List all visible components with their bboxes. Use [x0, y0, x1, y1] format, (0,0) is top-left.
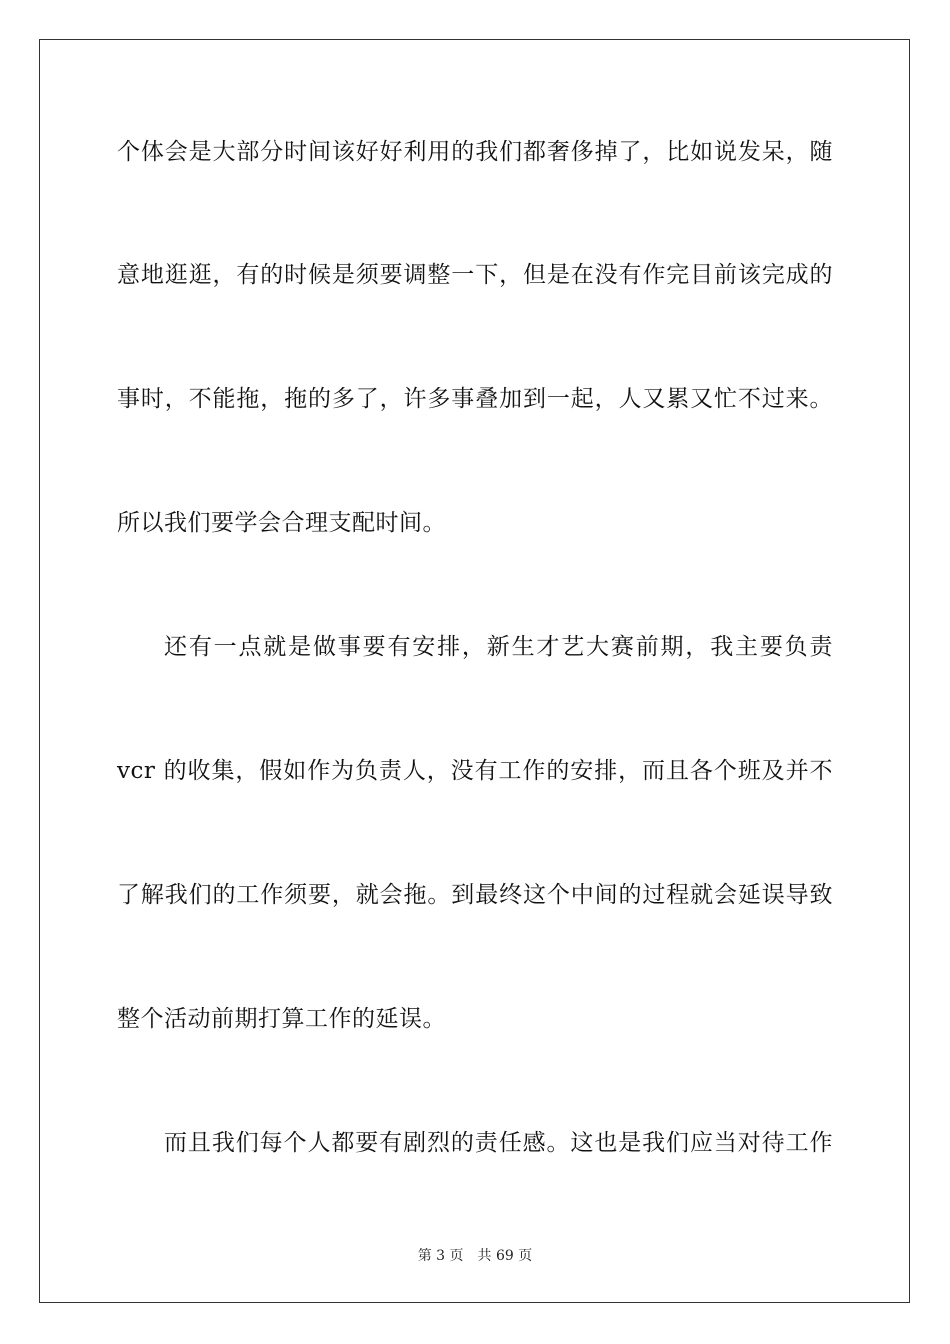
- page-number: 第 3 页: [417, 1248, 464, 1264]
- text-line-2: 意地逛逛，有的时候是须要调整一下，但是在没有作完目前该完成的: [117, 262, 833, 288]
- text-line-3: 事时，不能拖，拖的多了，许多事叠加到一起，人又累又忙不过来。: [117, 386, 833, 412]
- page-border: [39, 39, 910, 1303]
- text-line-1: 个体会是大部分时间该好好利用的我们都奢侈掉了，比如说发呆，随: [117, 139, 833, 165]
- text-line-4: 所以我们要学会合理支配时间。: [117, 510, 446, 536]
- text-line-6: vcr 的收集，假如作为负责人，没有工作的安排，而且各个班及并不: [117, 758, 833, 784]
- text-line-8: 整个活动前期打算工作的延误。: [117, 1006, 446, 1032]
- page-total: 共 69 页: [477, 1248, 533, 1264]
- page-footer: [0, 1247, 950, 1265]
- text-line-5: 还有一点就是做事要有安排，新生才艺大赛前期，我主要负责: [164, 634, 833, 660]
- text-line-7: 了解我们的工作须要，就会拖。到最终这个中间的过程就会延误导致: [117, 882, 833, 908]
- text-line-9: 而且我们每个人都要有剧烈的责任感。这也是我们应当对待工作: [164, 1130, 833, 1156]
